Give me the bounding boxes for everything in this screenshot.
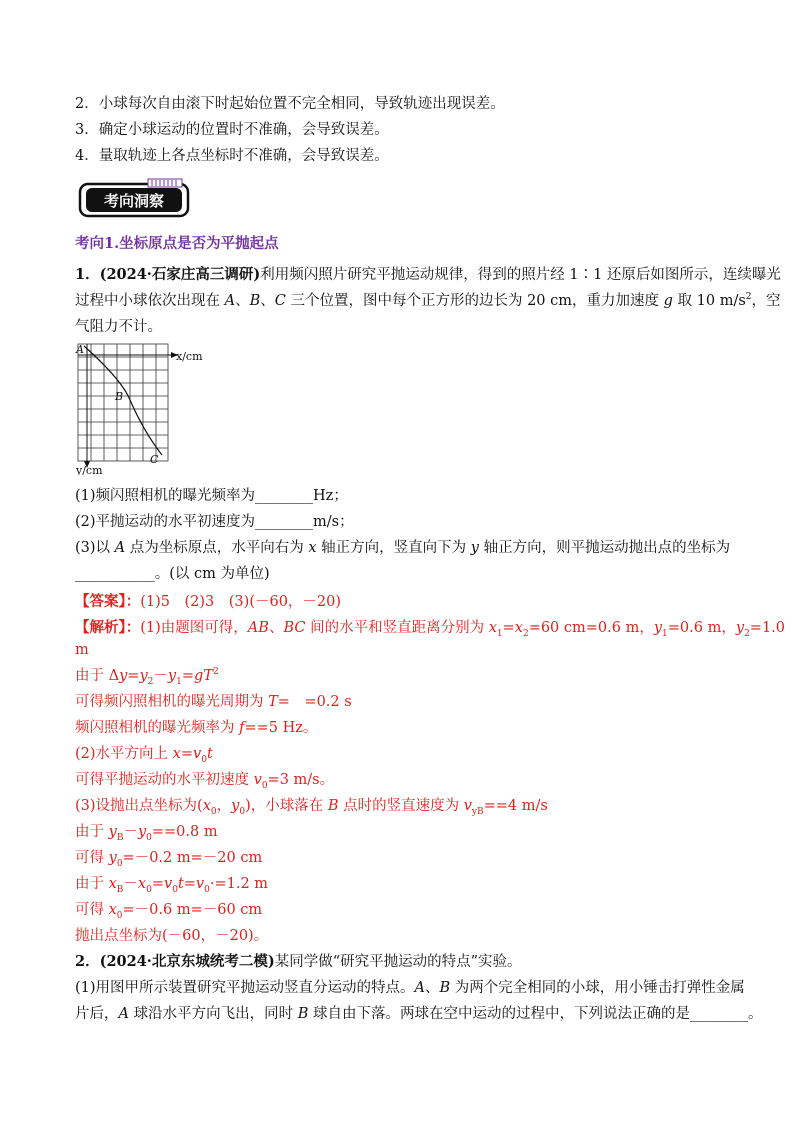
q1-sub3-line2: ___________。(以 cm 为单位)	[75, 566, 270, 582]
section-banner	[78, 178, 190, 218]
analysis-label: 【解析】：	[75, 619, 141, 636]
banner-label: 考向洞察	[103, 192, 165, 210]
trajectory-figure	[72, 340, 222, 475]
q1-sub1: (1)频闪照相机的曝光频率为________Hz；	[75, 488, 348, 504]
q2-line2: (1)用图甲所示装置研究平抛运动竖直分运动的特点。A、B 为两个完全相同的小球，用小锤击打弹性金属	[75, 980, 745, 996]
analysis-line-10: 由于 $x_B-x_0=v_0t=v_0\cdot=1.2$ m	[75, 876, 269, 895]
q1-stem-line2: 过程中小球依次出现在 A、B、C 三个位置，图中每个正方形的边长为 20 cm，重力加速度 g 取 10 $m/s^2$，空	[75, 292, 781, 309]
q1-sub2: (2)平抛运动的水平初速度为________m/s；	[75, 514, 354, 530]
analysis-line-4: 频闪照相机的曝光频率为 f==5 Hz。	[75, 720, 318, 736]
answer-line	[75, 592, 341, 612]
point-2: 2．小球每次自由滚下时起始位置不完全相同，导致轨迹出现误差。	[75, 96, 505, 112]
q2-source: (2024·北京东城统考二模)	[99, 953, 275, 970]
q1-source: (2024·石家庄高三调研)	[99, 266, 261, 283]
q1-sub3-line1: (3)以 A 点为坐标原点，水平向右为 x 轴正方向，竖直向下为 y 轴正方向，则平抛运动抛出点的坐标为	[75, 540, 731, 556]
y-axis-label: y/cm	[76, 464, 103, 475]
answer-text: (1)5 (2)3 (3)(－60，－20)	[140, 594, 342, 610]
analysis-line-1b: m	[75, 642, 89, 658]
analysis-line-11: 可得 $x_0=-0.6$ m=－60 cm	[75, 902, 263, 921]
label-C: C	[150, 453, 159, 466]
analysis-line-12: 抛出点坐标为(－60，－20)。	[75, 928, 269, 944]
q1-stem-line3: 气阻力不计。	[75, 319, 162, 335]
grid-svg	[72, 340, 222, 475]
x-axis-label: x/cm	[176, 350, 203, 363]
answer-label: 【答案】：	[75, 593, 141, 610]
label-A: A	[76, 343, 84, 356]
q1-stem-line1: 1．(2024·石家庄高三调研)利用频闪照片研究平抛运动规律，得到的照片经 1∶1 还原后如图所示，连续曝光	[75, 266, 781, 283]
analysis-line-1: 【解析】：(1)由题图可得，AB、BC 间的水平和竖直距离分别为 $x_1=x_2=60$ cm=0.6 m，$y_1=0.6$ m，$y_2=1.0$	[75, 619, 786, 639]
section-heading: 考向1.坐标原点是否为平抛起点	[75, 235, 279, 252]
analysis-line-2: 由于 $\Delta y=y_2-y_1=gT^2$	[75, 667, 219, 687]
analysis-line-6: 可得平抛运动的水平初速度 $v_0=3$ m/s。	[75, 772, 335, 791]
analysis-line-9: 可得 $y_0=-0.2$ m=－20 cm	[75, 850, 263, 869]
q2-line3: 片后，A 球沿水平方向飞出，同时 B 球自由下落。两球在空中运动的过程中，下列说法正确的是________。	[75, 1006, 763, 1022]
analysis-line-5: (2)水平方向上 $x=v_0t$	[75, 746, 213, 765]
point-4: 4．量取轨迹上各点坐标时不准确，会导致误差。	[75, 148, 389, 164]
q2-stem: 2．(2024·北京东城统考二模)某同学做“研究平抛运动的特点”实验。	[75, 953, 522, 970]
analysis-line-3: 可得频闪照相机的曝光周期为 T= =0.2 s	[75, 694, 352, 710]
analysis-line-7: (3)设抛出点坐标为($x_0$，$y_0$)，小球落在 B 点时的竖直速度为 $v_{yB}==4$ m/s	[75, 798, 548, 817]
analysis-line-8: 由于 $y_B-y_0==0.8$ m	[75, 824, 218, 843]
point-3: 3．确定小球运动的位置时不准确，会导致误差。	[75, 122, 389, 138]
banner-shape	[78, 178, 190, 218]
label-B: B	[115, 390, 124, 403]
